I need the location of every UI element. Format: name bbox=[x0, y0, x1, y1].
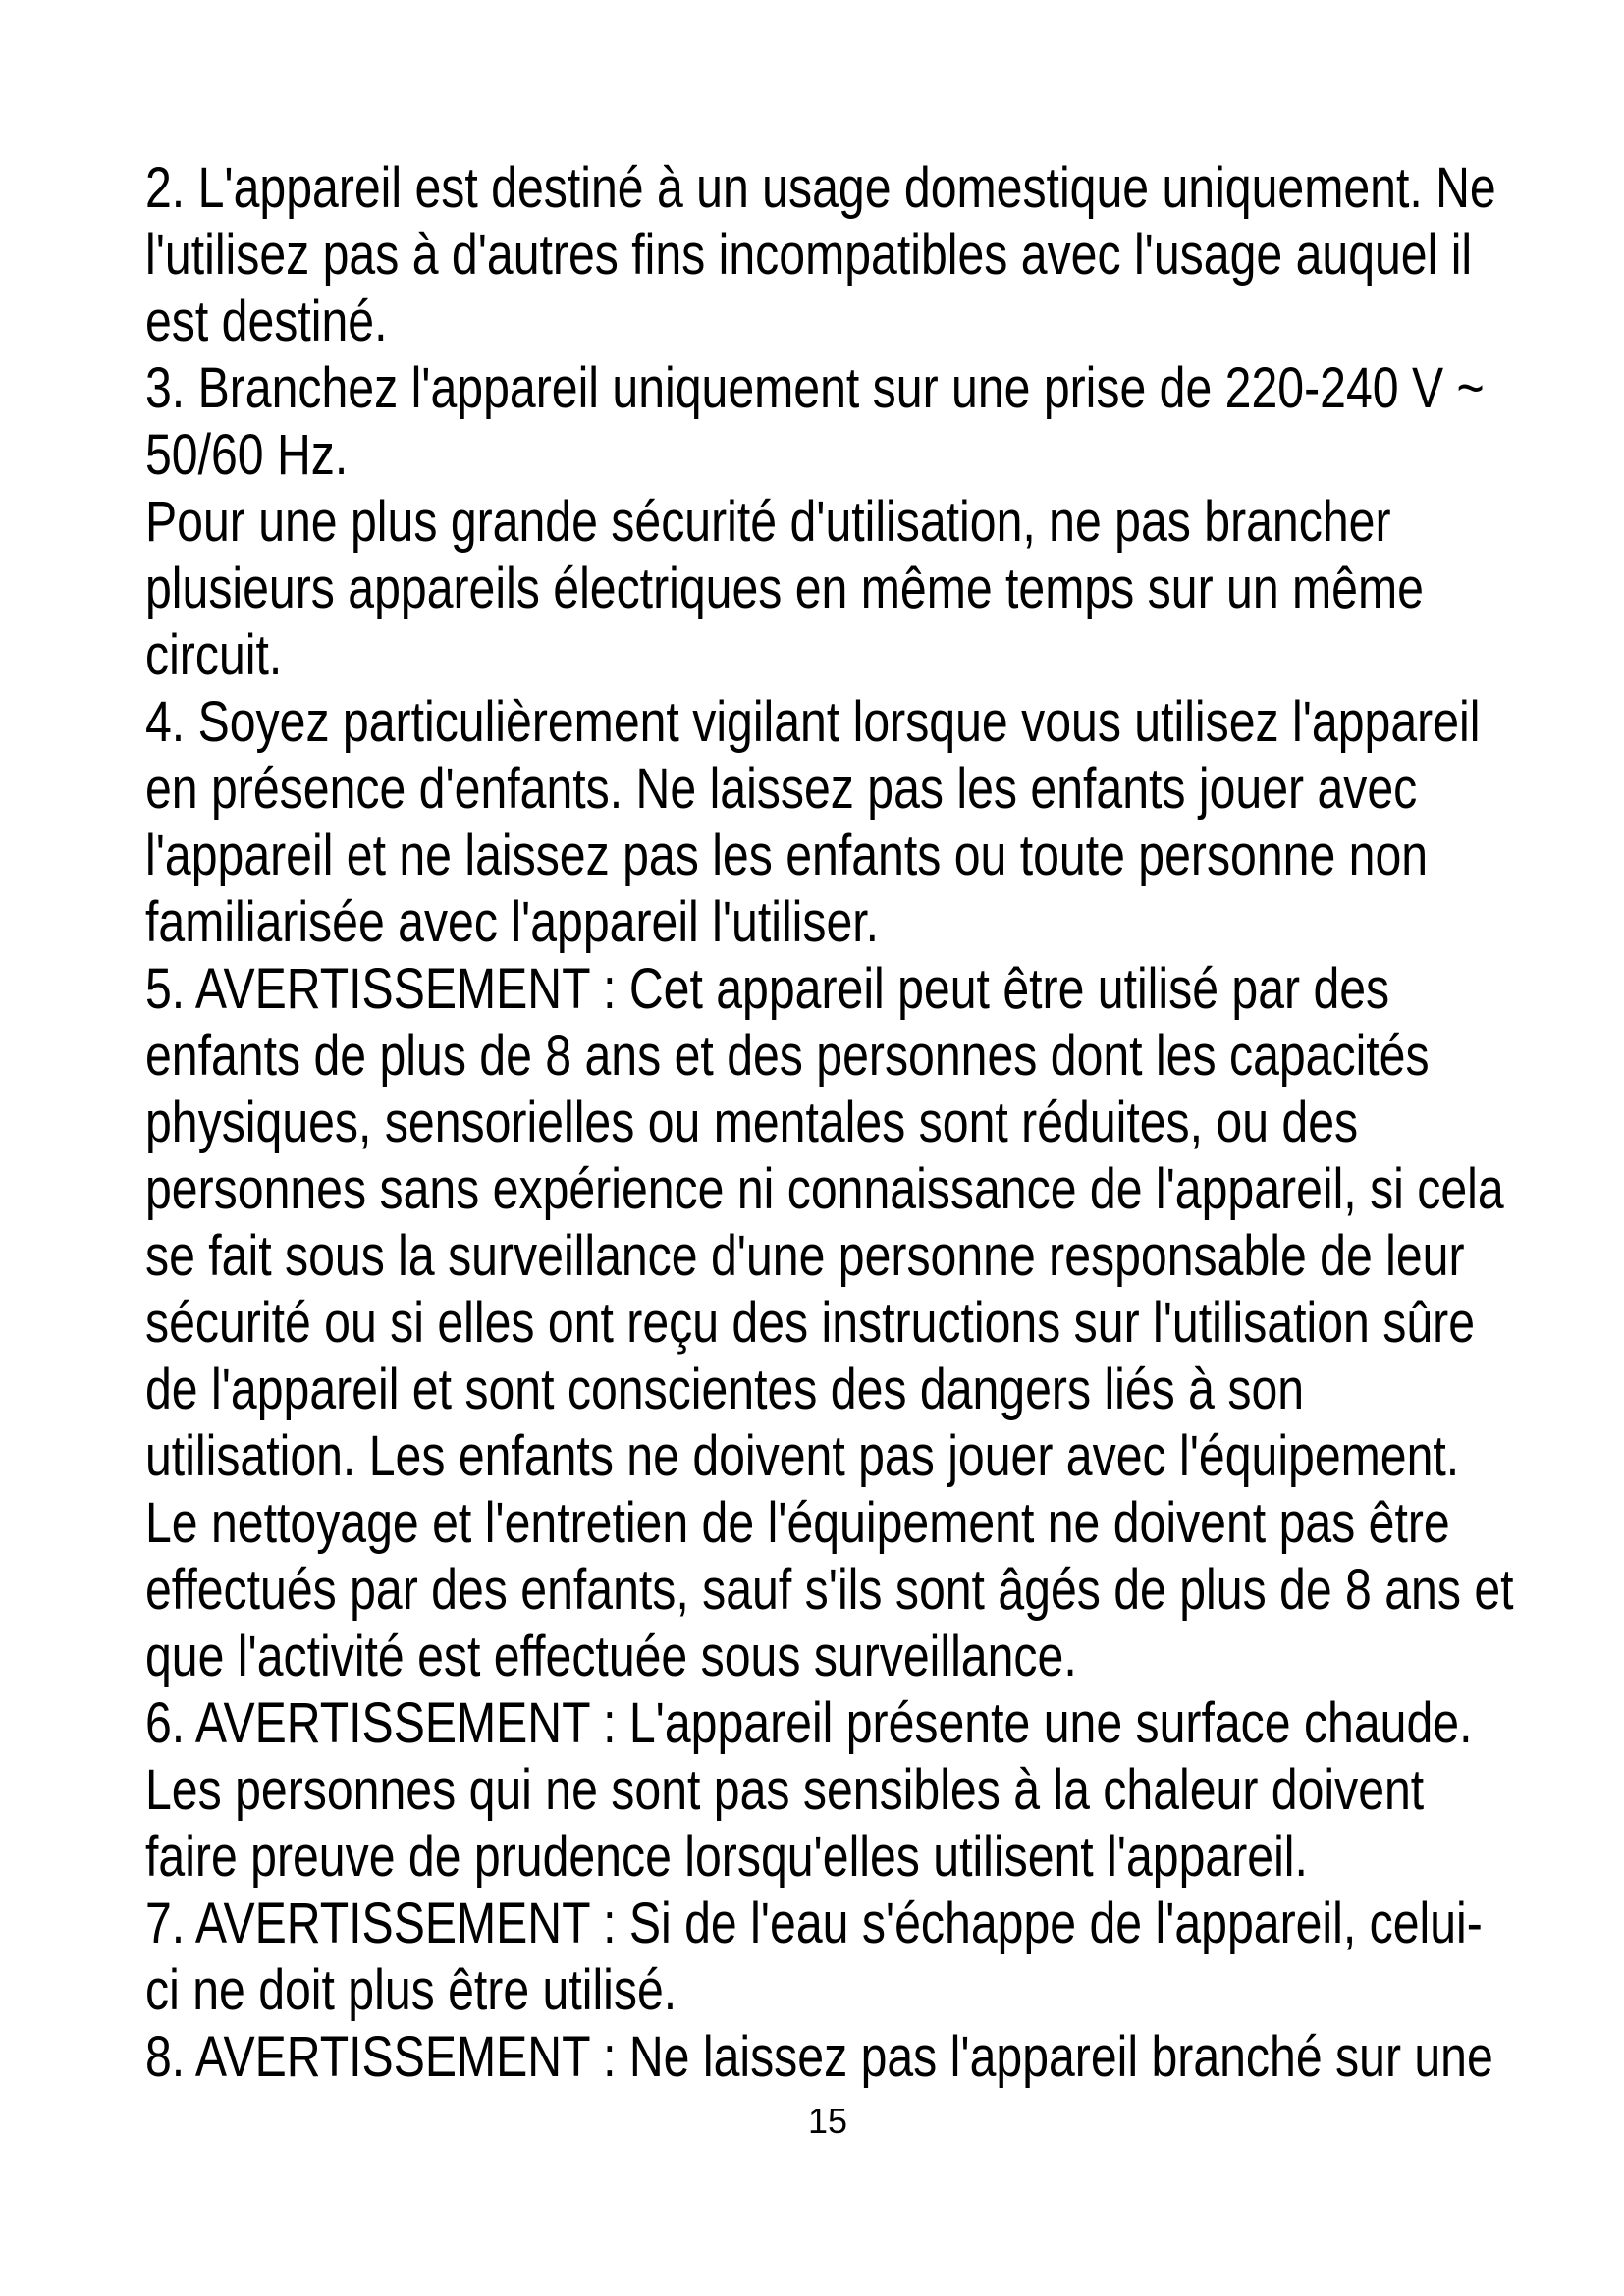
text-line: en présence d'enfants. Ne laissez pas les enfants jouer avec bbox=[145, 757, 1418, 821]
instruction-item-5-warning bbox=[145, 956, 1565, 1690]
text-line: Les personnes qui ne sont pas sensibles à la chaleur doivent bbox=[145, 1758, 1425, 1822]
text-line: 50/60 Hz. bbox=[145, 423, 349, 487]
text-line: 6. AVERTISSEMENT : L'appareil présente une surface chaude. bbox=[145, 1691, 1473, 1755]
instruction-item-2 bbox=[145, 155, 1565, 355]
text-line: Pour une plus grande sécurité d'utilisation, ne pas brancher bbox=[145, 490, 1391, 554]
text-line: ci ne doit plus être utilisé. bbox=[145, 1958, 677, 2022]
text-line: sécurité ou si elles ont reçu des instructions sur l'utilisation sûre bbox=[145, 1291, 1476, 1355]
text-line: Le nettoyage et l'entretien de l'équipement ne doivent pas être bbox=[145, 1491, 1450, 1555]
text-line: enfants de plus de 8 ans et des personnes dont les capacités bbox=[145, 1024, 1430, 1088]
text-line: familiarisée avec l'appareil l'utiliser. bbox=[145, 890, 880, 954]
instruction-item-6-warning bbox=[145, 1690, 1565, 1891]
text-line: 3. Branchez l'appareil uniquement sur une prise de 220-240 V ~ bbox=[145, 356, 1485, 420]
text-line: 8. AVERTISSEMENT : Ne laissez pas l'appareil branché sur une bbox=[145, 2025, 1493, 2089]
text-line: utilisation. Les enfants ne doivent pas jouer avec l'équipement. bbox=[145, 1424, 1460, 1488]
text-line: de l'appareil et sont conscientes des dangers liés à son bbox=[145, 1358, 1305, 1421]
instruction-item-4 bbox=[145, 689, 1565, 956]
text-line: se fait sous la surveillance d'une personne responsable de leur bbox=[145, 1224, 1465, 1288]
instruction-item-7-warning bbox=[145, 1891, 1565, 2024]
text-line: faire preuve de prudence lorsqu'elles utilisent l'appareil. bbox=[145, 1825, 1308, 1889]
text-line: plusieurs appareils électriques en même temps sur un même bbox=[145, 557, 1424, 620]
text-line: l'appareil et ne laissez pas les enfants ou toute personne non bbox=[145, 824, 1429, 887]
text-line: est destiné. bbox=[145, 290, 388, 353]
text-line: que l'activité est effectuée sous surveillance. bbox=[145, 1625, 1077, 1688]
page-number: 15 bbox=[808, 2101, 848, 2141]
text-line: circuit. bbox=[145, 623, 283, 687]
body-text bbox=[145, 155, 1565, 2091]
text-line: 7. AVERTISSEMENT : Si de l'eau s'échappe de l'appareil, celui- bbox=[145, 1892, 1483, 1955]
text-line: physiques, sensorielles ou mentales sont réduites, ou des bbox=[145, 1091, 1359, 1154]
text-line: 2. L'appareil est destiné à un usage domestique uniquement. Ne bbox=[145, 156, 1496, 220]
text-line: effectués par des enfants, sauf s'ils sont âgés de plus de 8 ans et bbox=[145, 1558, 1514, 1622]
instruction-item-3 bbox=[145, 355, 1565, 489]
text-line: l'utilisez pas à d'autres fins incompatibles avec l'usage auquel il bbox=[145, 223, 1473, 287]
text-line: 4. Soyez particulièrement vigilant lorsque vous utilisez l'appareil bbox=[145, 690, 1481, 754]
instruction-item-8-warning bbox=[145, 2024, 1565, 2091]
text-line: personnes sans expérience ni connaissance de l'appareil, si cela bbox=[145, 1157, 1504, 1221]
text-line: 5. AVERTISSEMENT : Cet appareil peut être utilisé par des bbox=[145, 957, 1390, 1021]
instruction-item-3-note bbox=[145, 489, 1565, 689]
